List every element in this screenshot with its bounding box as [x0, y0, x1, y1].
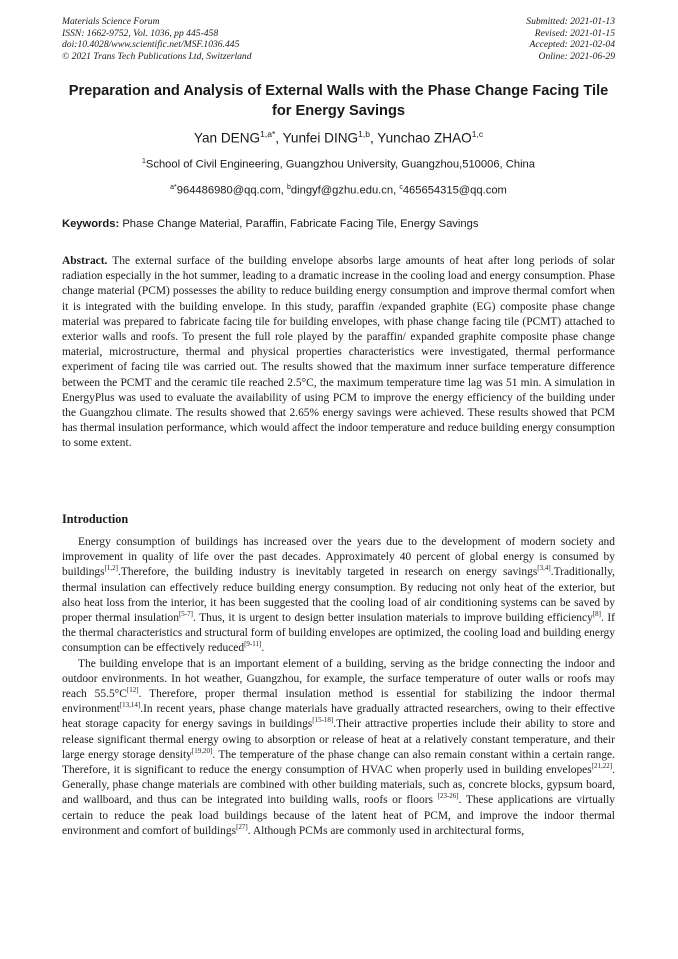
citation: [9-11] — [244, 640, 262, 649]
paragraph-text: .Therefore, the building industry is inevitably targeted in research on energy savings — [118, 566, 538, 579]
paragraph-text: . Therefore, proper thermal insulation method is essential for stabilizing the indoor thermal environment — [62, 688, 615, 716]
keywords — [62, 217, 615, 232]
citation: [27] — [236, 823, 248, 832]
author-affil-sup: 1,b — [358, 129, 370, 139]
affiliation — [62, 155, 615, 172]
doi-line: doi:10.4028/www.scientific.net/MSF.1036.445 — [62, 39, 240, 50]
intro-paragraph-2 — [62, 657, 615, 839]
paragraph-text: . Thus, it is urgent to design better insulation materials to improve building efficiency — [192, 612, 593, 625]
paragraph-text: . — [261, 642, 265, 655]
author-name: Yunchao ZHAO — [377, 130, 472, 146]
citation: [1,2] — [104, 564, 118, 573]
submitted-date: Submitted: 2021-01-13 — [526, 16, 615, 27]
journal-header — [62, 16, 615, 62]
author-list: Yan $DENG^{1,a*}$, Yunfei DING$^{1,b}$, Yunchao ZHAO$^{1,c}$ — [193, 129, 484, 146]
email-sup: c — [399, 184, 403, 191]
email-list: $^{a*}$964486980@qq.com, $^b$dingyf@gzhu.edu.cn, $^c$465654315@qq.com — [170, 184, 507, 197]
author-name: Yunfei DING — [282, 130, 359, 146]
issn-line: ISSN: 1662-9752, Vol. 1036, pp 445-458 — [62, 27, 219, 39]
paragraph-text: The building envelope that is an important element of a building, serving as the bridge connecting the indoor and outdoor environments. In hot weather, Guangzhou, for example, the surface temperature of outer walls or roofs may reach 55.5°C — [62, 657, 615, 701]
citation: [5-7] — [178, 610, 193, 619]
paragraph-text: Energy consumption of buildings has increased over the years due to the development of modern society and improvement in quality of life over the past decades. Approximately 40 percent of global energy is consumed by buildings — [62, 536, 615, 579]
email-sup: b — [287, 184, 291, 191]
keywords-text: Phase Change Material, Paraffin, Fabricate Facing Tile, Energy Savings — [122, 218, 479, 230]
affiliation-text: School of Civil Engineering, Guangzhou University, Guangzhou,510006, China — [145, 158, 535, 171]
citation: [3,4] — [537, 564, 551, 573]
paragraph-text: . These applications are virtually certain to reduce the peak load buildings because of the latent heat of PCM, and improve the indoor thermal environment and comfort of buildings — [62, 794, 615, 837]
intro-paragraph-1 — [62, 535, 615, 657]
revised-date: Revised: 2021-01-15 — [534, 27, 615, 39]
citation: [12] — [126, 686, 139, 695]
author-name: Yan DENG — [193, 130, 261, 146]
affiliation-sup: 1 — [141, 158, 146, 165]
paragraph-text: .Their attractive properties include their ability to store and release significant thermal energy owing to absorption or release of heat at a relatively constant temperature, and their large energy storage density — [62, 718, 615, 761]
abstract-label: Abstract. — [62, 255, 108, 267]
section-heading-introduction: Introduction — [62, 512, 129, 526]
paragraph-text: . If the thermal characteristics and structural form of building envelopes are optimized, the cooling load and building energy consumption can be effectively reduced — [62, 612, 615, 655]
paper-title: Preparation and Analysis of External Walls with the Phase Change Facing Tile for Energy Savings — [68, 83, 609, 119]
paragraph-text: . Generally, phase change materials are combined with other building materials, such as, concrete blocks, gypsum board, and wallboard, and thus can be integrated into building walls, roofs or floors — [62, 764, 615, 807]
email-address[interactable]: 465654315@qq.com — [402, 184, 507, 197]
citation: [19,20] — [191, 747, 213, 756]
publication-dates — [526, 16, 615, 62]
keywords-label: Keywords: — [62, 218, 120, 230]
introduction-body — [62, 535, 615, 839]
email-sup: a* — [170, 184, 177, 191]
author-affil-sup: 1,a* — [260, 129, 276, 139]
paragraph-text: . The temperature of the phase change can also remain constant within a certain range. Therefore, it is significant to reduce the energy consumption of HVAC when properly used in building envelopes — [62, 748, 615, 777]
paragraph-text: .Traditionally, thermal insulation can effectively reduce building energy consumption. By reducing not only heat of the exterior, but also heat loss from the interior, it has been suggested that the cooling load of air conditioning systems can be saved by proper thermal insulation — [62, 566, 615, 625]
journal-name: Materials Science Forum — [62, 16, 160, 27]
journal-info — [62, 16, 252, 62]
copyright-line: © 2021 Trans Tech Publications Ltd, Switzerland — [62, 50, 252, 62]
citation: [21,22] — [591, 762, 613, 771]
paragraph-text: . Although PCMs are commonly used in architectural forms, — [247, 824, 525, 837]
abstract — [62, 254, 615, 452]
accepted-date: Accepted: 2021-02-04 — [529, 39, 615, 50]
email-address[interactable]: 964486980@qq.com — [176, 184, 281, 197]
online-date: Online: 2021-06-29 — [538, 50, 615, 62]
abstract-text: The external surface of the building envelope absorbs large amounts of heat after long periods of solar radiation especially in the hot summer, leading to a dramatic increase in the cooling load and energy consumption. Phase change material (PCM) possesses the ability to reduce building energy consumption and improve thermal comfort when it is integrated with the building envelope. In this study, paraffin /expanded graphite (EG) composite phase change material was prepared to fabricate facing tile for building envelopes, with phase change facing tile (PCMT) attached to exterior walls and roofs. To present the full role played by the paraffin/ expanded graphite composite phase change material, microstructure, thermal and physical properties characteristics were investigated, thermal performance experiment of facing tile was carried out. The results showed that the maximum inner surface temperature difference between the PCMT and the ceramic tile reached 2.5°C, the maximum temperature time lag was 51 min. A simulation in EnergyPlus was used to evaluate the availability of using PCM to improve the energy efficiency of the building under the Guangzhou climate. The results showed that 2.65% energy savings were achieved. These results showed that PCM has thermal insulation performance, which would affect the indoor temperature and reduce building energy consumption to some extent. — [62, 255, 615, 450]
citation: [23-26] — [437, 792, 459, 801]
citation: [8] — [592, 610, 601, 619]
paragraph-text: .In recent years, phase change materials have gradually attracted researchers, owing to their effective heat storage capacity for energy savings in buildings — [62, 703, 615, 731]
author-affil-sup: 1,c — [471, 129, 484, 139]
citation: [13,14] — [119, 701, 141, 710]
citation: [15-18] — [312, 716, 334, 725]
email-address[interactable]: dingyf@gzhu.edu.cn — [290, 184, 394, 197]
